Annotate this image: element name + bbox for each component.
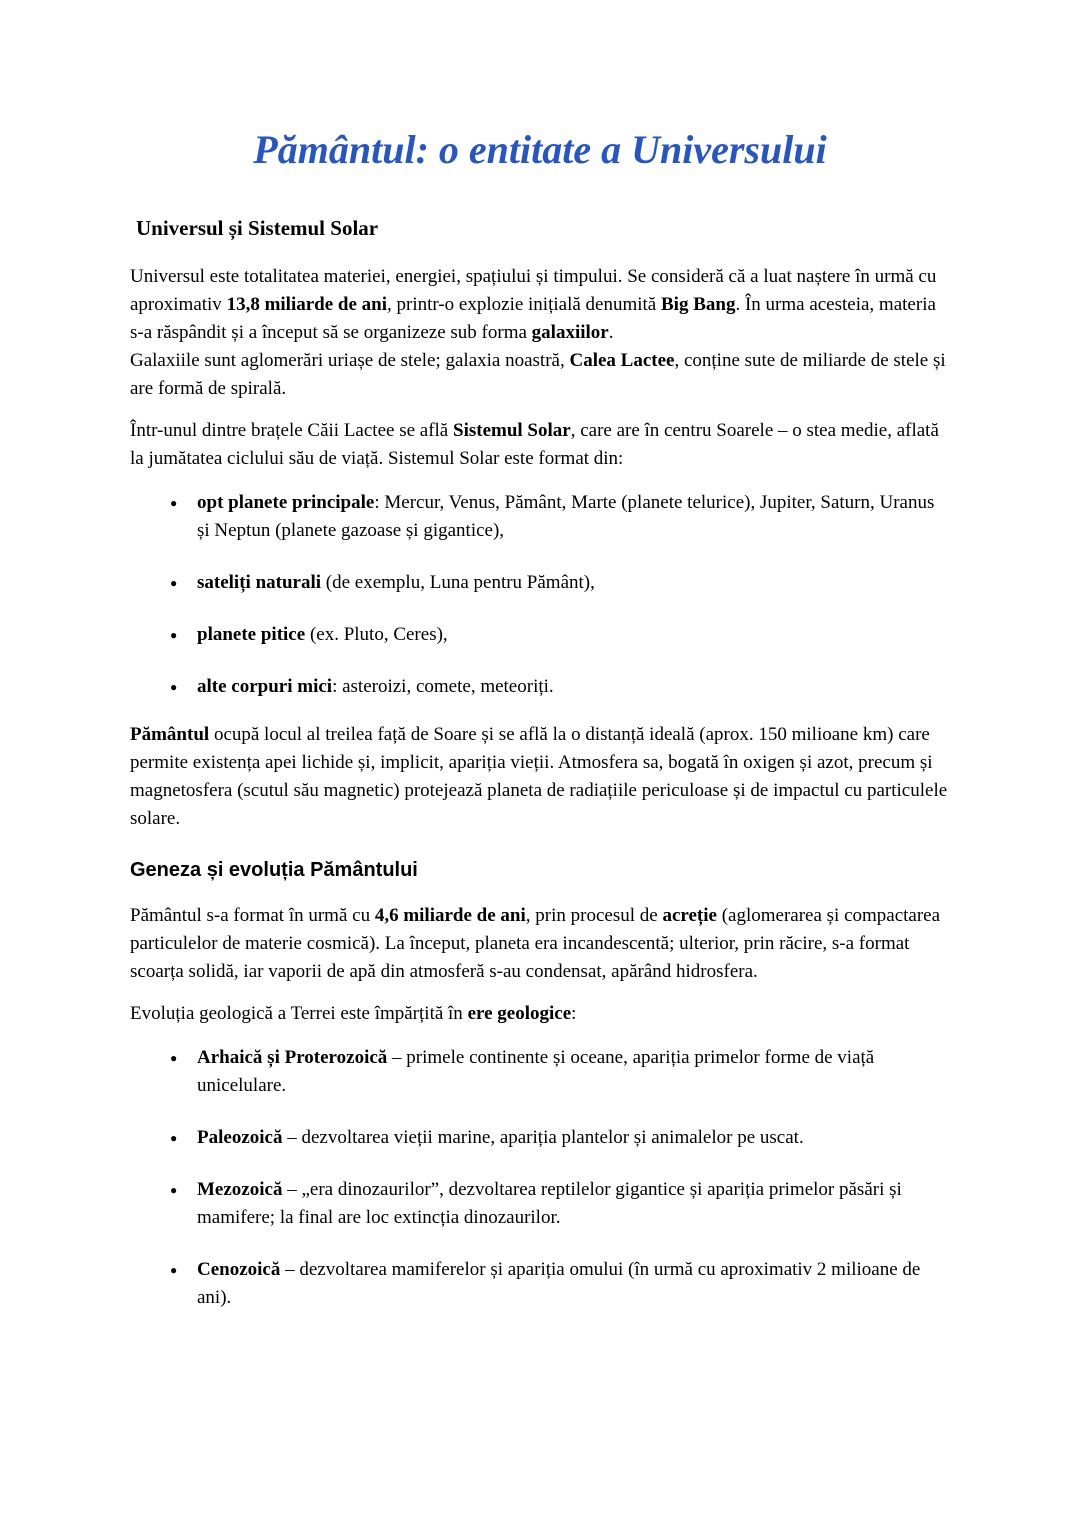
text-segment: (ex. Pluto, Ceres),	[305, 624, 448, 645]
text-segment: – dezvoltarea vieții marine, apariția plantelor și animalelor pe uscat.	[282, 1127, 804, 1148]
bullet-icon: ●	[170, 680, 178, 694]
text-segment: , care are în centru Soarele – o stea medie, aflată la jumătatea ciclului său de viață. Sistemul Solar este format din:	[130, 420, 939, 469]
bullet-icon: ●	[170, 496, 178, 510]
list-item-text	[197, 1044, 950, 1100]
list-item-text	[197, 489, 950, 545]
text-segment: Mezozoică	[197, 1179, 283, 1200]
bullet-icon: ●	[170, 576, 178, 590]
text-segment: Paleozoică	[197, 1127, 283, 1148]
text-segment: sateliți naturali	[197, 572, 322, 593]
solar-system-list	[130, 489, 950, 701]
document-title: Pământul: o entitate a Universului	[253, 127, 827, 172]
paragraph-universe-intro	[130, 263, 950, 403]
text-segment: , conține sute de miliarde de stele și are formă de spirală.	[130, 350, 946, 399]
text-segment: Calea Lactee	[569, 350, 675, 371]
text-segment: alte corpuri mici	[197, 676, 333, 697]
section-heading-genesis: Geneza și evoluția Pământului	[130, 859, 418, 881]
text-segment: opt planete principale	[197, 492, 375, 513]
list-item	[170, 569, 950, 597]
text-segment: (de exemplu, Luna pentru Pământ),	[321, 572, 595, 593]
text-segment: galaxiilor	[531, 322, 609, 343]
text-segment: 13,8 miliarde de ani	[226, 294, 388, 315]
paragraph-geologic-eras-intro	[130, 1000, 950, 1028]
text-segment: – „era dinozaurilor”, dezvoltarea reptilelor gigantice și apariția primelor păsări și mamifere; la final are loc extincția dinozaurilor.	[197, 1179, 902, 1228]
text-segment: Sistemul Solar	[453, 420, 571, 441]
text-segment: .	[608, 322, 614, 343]
paragraph-earth-position	[130, 721, 950, 833]
bullet-icon: ●	[170, 1183, 178, 1197]
list-item	[170, 1044, 950, 1100]
list-item	[170, 1256, 950, 1312]
bullet-icon: ●	[170, 1051, 178, 1065]
geologic-eras-list	[130, 1044, 950, 1312]
list-item-text	[197, 1124, 950, 1152]
text-segment: ocupă locul al treilea față de Soare și se află la o distanță ideală (aprox. 150 milioane km) care permite existența apei lichide și, implicit, apariția vieții. Atmosfera sa, bogată în oxigen și azot, precum și magnetosfera (scutul său magnetic) protejează planeta de radiațiile periculoase și de impactul cu particulele solare.	[130, 724, 948, 829]
text-segment: , prin procesul de	[525, 905, 663, 926]
text-segment: , printr-o explozie inițială denumită	[387, 294, 661, 315]
text-segment: Într-unul dintre brațele Căii Lactee se află	[130, 420, 453, 441]
text-segment: Galaxiile sunt aglomerări uriașe de stele; galaxia noastră,	[130, 350, 570, 371]
text-segment: 4,6 miliarde de ani	[374, 905, 526, 926]
list-item-text	[197, 1176, 950, 1232]
bullet-icon: ●	[170, 628, 178, 642]
list-item-text	[197, 1256, 950, 1312]
text-segment: – primele continente și oceane, apariția primelor forme de viață unicelulare.	[197, 1047, 875, 1096]
text-segment: Cenozoică	[197, 1259, 281, 1280]
bullet-icon: ●	[170, 1263, 178, 1277]
list-item	[170, 621, 950, 649]
text-segment: : Mercur, Venus, Pământ, Marte (planete telurice), Jupiter, Saturn, Uranus și Neptun (planete gazoase și gigantice),	[197, 492, 935, 541]
text-segment: Big Bang	[661, 294, 736, 315]
list-item	[170, 489, 950, 545]
text-segment: Arhaică și Proterozoică	[197, 1047, 388, 1068]
section-heading-universe: Universul și Sistemul Solar	[136, 216, 379, 240]
text-segment: :	[571, 1003, 577, 1024]
paragraph-solar-system	[130, 417, 950, 473]
text-segment: acreție	[662, 905, 717, 926]
list-item-text	[197, 673, 950, 701]
text-segment: ere geologice	[467, 1003, 572, 1024]
list-item	[170, 1124, 950, 1152]
text-segment: (aglomerarea și compactarea particulelor de materie cosmică). La început, planeta era incandescentă; ulterior, prin răcire, s-a format scoarța solidă, iar vaporii de apă din atmosferă s-au condensat, apărând hidrosfera.	[130, 905, 941, 982]
text-segment: planete pitice	[197, 624, 306, 645]
text-segment: – dezvoltarea mamiferelor și apariția omului (în urmă cu aproximativ 2 milioane de ani).	[197, 1259, 921, 1308]
list-item	[170, 1176, 950, 1232]
list-item-text	[197, 569, 950, 597]
paragraph-earth-formation	[130, 902, 950, 986]
bullet-icon: ●	[170, 1131, 178, 1145]
text-segment: . În urma acesteia, materia s-a răspândit și a început să se organizeze sub forma	[130, 294, 936, 343]
list-item	[170, 673, 950, 701]
text-segment: Evoluția geologică a Terrei este împărțită în	[130, 1003, 468, 1024]
text-segment: Universul este totalitatea materiei, energiei, spațiului și timpului. Se consideră că a luat naștere în urmă cu aproximativ	[130, 266, 937, 315]
list-item-text	[197, 621, 950, 649]
text-segment: Pământul	[130, 724, 210, 745]
text-segment: Pământul s-a format în urmă cu	[130, 905, 375, 926]
text-segment: : asteroizi, comete, meteoriți.	[332, 676, 554, 697]
